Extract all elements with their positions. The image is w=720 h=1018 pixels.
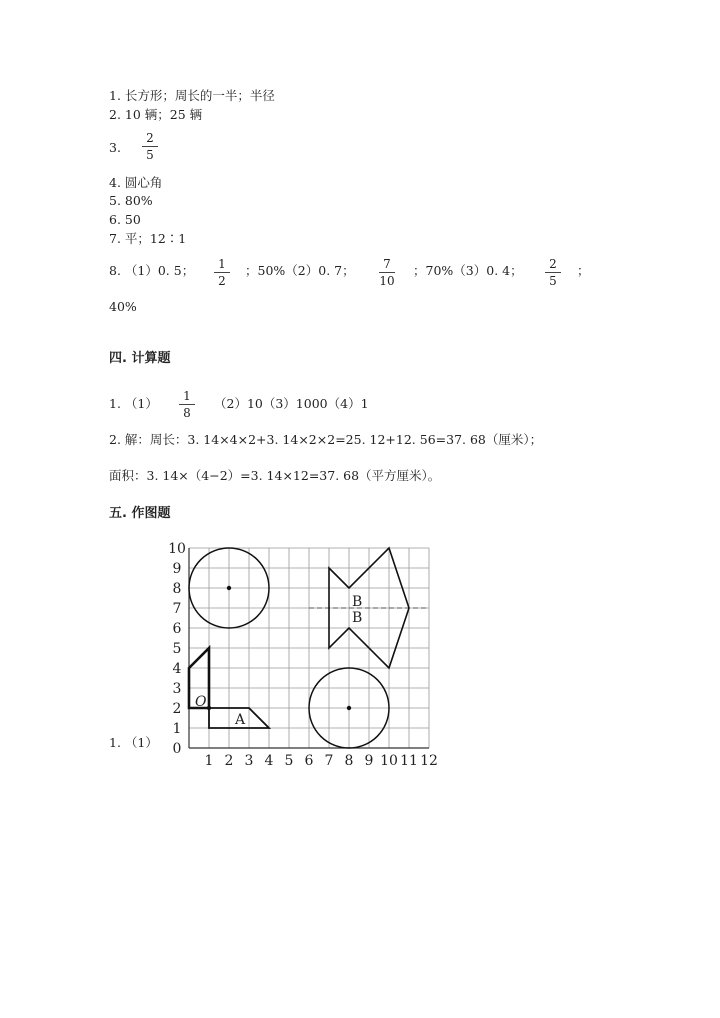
answer-1: 1. 长方形；周长的一半；半径 <box>109 88 275 103</box>
answer-8-middle-2: ；70%（3）0. 4； <box>413 263 523 278</box>
fraction-numerator: 2 <box>146 131 154 145</box>
calc-1-rest: （2）10（3）1000（4）1 <box>214 396 369 411</box>
x-tick-label: 12 <box>420 753 438 769</box>
point-o <box>207 706 211 710</box>
x-tick-label: 9 <box>364 753 374 769</box>
x-tick-label: 2 <box>224 753 234 769</box>
answer-5: 5. 80% <box>109 193 153 208</box>
answer-6: 6. 50 <box>109 212 141 227</box>
fraction-numerator: 1 <box>183 389 191 403</box>
fraction-numerator: 7 <box>383 257 391 271</box>
fraction-denominator: 5 <box>146 148 154 162</box>
answer-4: 4. 圆心角 <box>109 175 163 190</box>
circle-top-center <box>227 586 231 590</box>
section-4-heading: 四. 计算题 <box>109 351 171 366</box>
calc-2-line-2: 面积：3. 14×（4−2）=3. 14×12=37. 68（平方厘米）。 <box>109 468 441 483</box>
section-5-heading: 五. 作图题 <box>109 506 171 521</box>
y-tick-label: 7 <box>172 601 182 617</box>
calc-1-prefix: 1. （1） <box>109 396 158 411</box>
x-tick-label: 7 <box>324 753 334 769</box>
y-tick-label: 8 <box>172 581 182 597</box>
y-tick-label: 1 <box>172 721 182 737</box>
drawing-1-label: 1. （1） <box>109 735 158 750</box>
shape-b-bottom-label: B <box>352 610 363 626</box>
y-tick-label: 2 <box>172 701 182 717</box>
y-tick-label: 3 <box>172 681 182 697</box>
x-tick-label: 1 <box>204 753 214 769</box>
answer-3-prefix: 3. <box>109 140 121 155</box>
fraction-numerator: 1 <box>218 257 226 271</box>
shape-b-top-label: B <box>352 594 363 610</box>
y-tick-label: 5 <box>172 641 182 657</box>
fraction-denominator: 5 <box>549 274 557 288</box>
shape-a-label: A <box>235 712 246 728</box>
answer-8-end: 40% <box>109 299 137 314</box>
circle-bottom-center <box>347 706 351 710</box>
x-tick-label: 6 <box>304 753 314 769</box>
answer-8-tail: ； <box>577 263 590 278</box>
y-tick-label: 0 <box>172 741 182 757</box>
point-o-label: O <box>195 694 207 710</box>
fraction-denominator: 2 <box>218 274 226 288</box>
x-tick-label: 11 <box>400 753 418 769</box>
y-tick-label: 10 <box>168 541 186 557</box>
y-tick-label: 9 <box>172 561 182 577</box>
y-tick-label: 6 <box>172 621 182 637</box>
answer-8-prefix: 8. （1）0. 5； <box>109 263 195 278</box>
fraction-denominator: 10 <box>379 274 395 288</box>
fraction-numerator: 2 <box>549 257 557 271</box>
answer-2: 2. 10 辆；25 辆 <box>109 107 203 122</box>
answer-8-middle-1: ；50%（2）0. 7； <box>245 263 355 278</box>
fraction-denominator: 8 <box>183 406 191 420</box>
x-tick-label: 3 <box>244 753 254 769</box>
x-tick-label: 4 <box>264 753 274 769</box>
x-tick-label: 10 <box>380 753 398 769</box>
y-tick-label: 4 <box>172 661 182 677</box>
calc-2-line-1: 2. 解：周长：3. 14×4×2+3. 14×2×2=25. 12+12. 56=37. 68（厘米）； <box>109 432 543 447</box>
x-tick-label: 5 <box>284 753 294 769</box>
answer-7: 7. 平；12∶1 <box>109 231 187 246</box>
x-tick-label: 8 <box>344 753 354 769</box>
